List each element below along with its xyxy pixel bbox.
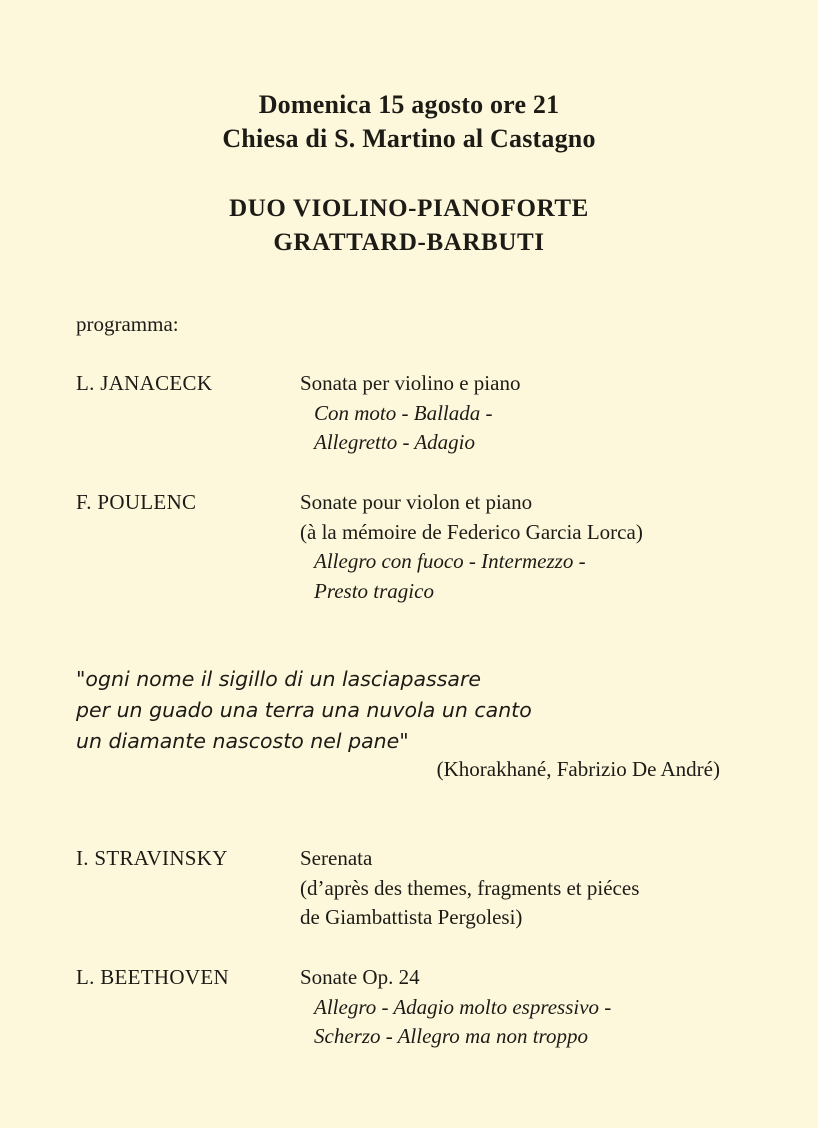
work-movements: Scherzo - Allegro ma non troppo — [314, 1024, 588, 1048]
quote-line: "ogni nome il sigillo di un lasciapassare — [76, 667, 481, 691]
work-title: Serenata — [300, 846, 373, 870]
work-title: Sonate Op. 24 — [300, 965, 420, 989]
ensemble-header — [0, 192, 818, 260]
work-movements: Con moto - Ballada - — [314, 400, 493, 425]
event-header — [0, 88, 818, 156]
quote-line: per un guado una terra una nuvola un canto — [76, 698, 532, 722]
work-movements: Allegro - Adagio molto espressivo - — [314, 994, 612, 1019]
work-movements: Presto tragico — [314, 578, 434, 603]
quote-line: un diamante nascosto nel pane" — [76, 729, 409, 753]
work-details — [300, 963, 730, 1052]
ensemble-performers: GRATTARD-BARBUTI — [273, 229, 545, 256]
quote-attribution: (Khorakhané, Fabrizio De André) — [436, 757, 720, 781]
composer-name: F. POULENC — [76, 490, 197, 514]
event-venue: Chiesa di S. Martino al Castagno — [222, 124, 596, 153]
work-movements: Allegro con fuoco - Intermezzo - — [314, 549, 586, 573]
poem-quote — [76, 664, 532, 757]
work-title: Sonata per violino e piano — [300, 371, 521, 395]
composer-name: I. STRAVINSKY — [76, 846, 228, 870]
work-details — [300, 369, 730, 458]
composer-name: L. JANACECK — [76, 371, 213, 395]
work-movements: Allegretto - Adagio — [314, 430, 475, 454]
work-details — [300, 844, 730, 933]
work-details — [300, 488, 730, 606]
program-intro: programma: — [76, 312, 179, 336]
work-subtitle: de Giambattista Pergolesi) — [300, 905, 523, 929]
ensemble-name: DUO VIOLINO-PIANOFORTE — [229, 195, 589, 222]
work-subtitle: (d’après des themes, fragments et piéces — [300, 875, 640, 900]
work-title: Sonate pour violon et piano — [300, 490, 533, 514]
event-date: Domenica 15 agosto ore 21 — [258, 90, 560, 119]
work-subtitle: (à la mémoire de Federico Garcia Lorca) — [300, 519, 643, 544]
composer-name: L. BEETHOVEN — [76, 965, 229, 989]
